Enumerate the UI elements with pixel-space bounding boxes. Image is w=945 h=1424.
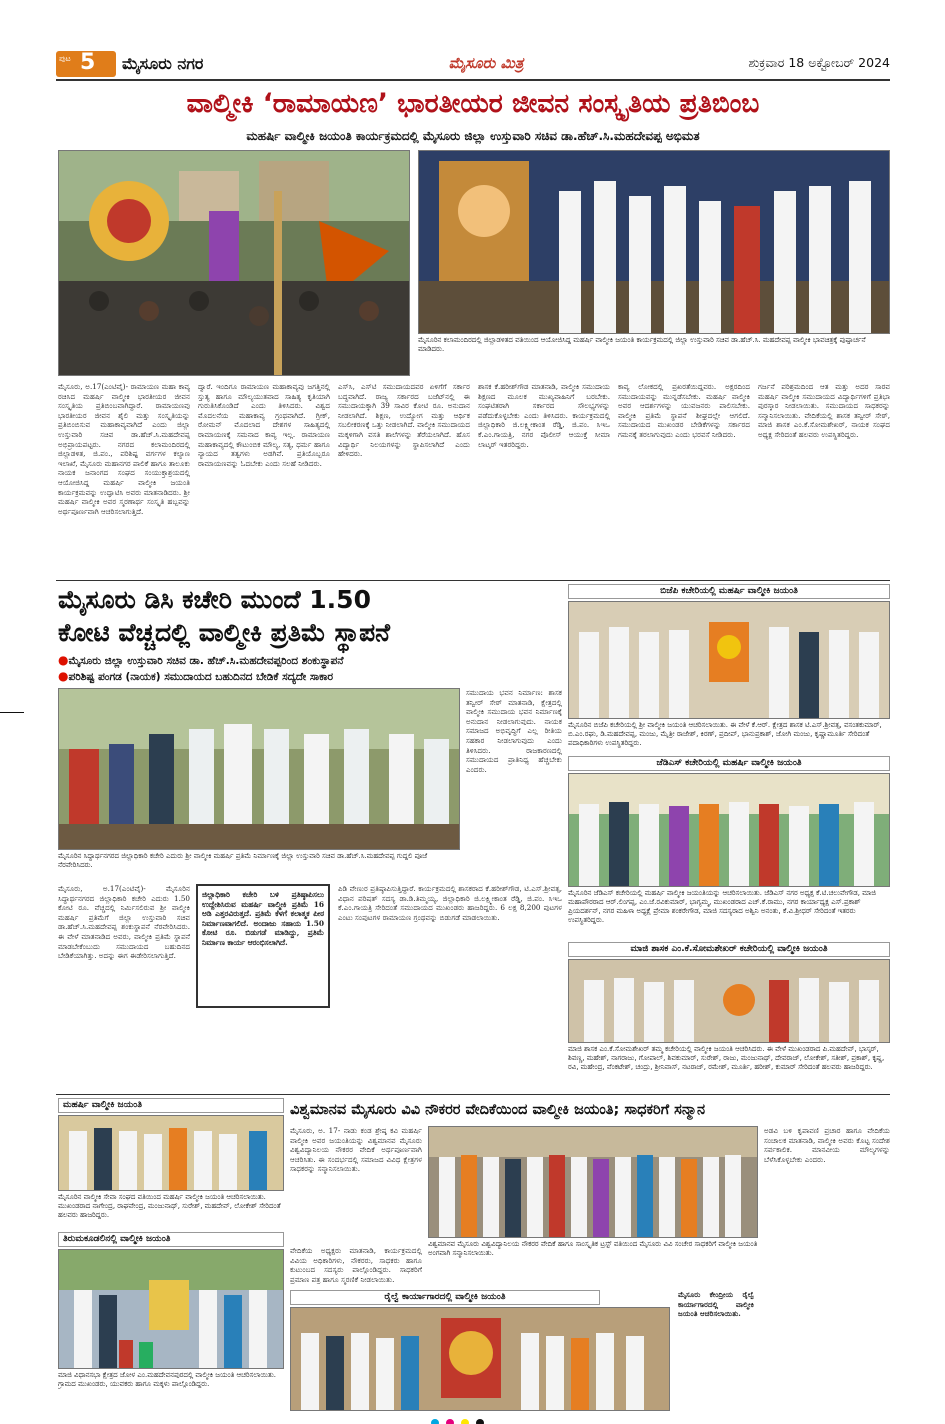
yellow-mark (461, 1419, 469, 1424)
statue-highlight-box (196, 884, 330, 1008)
masthead (56, 50, 890, 78)
bullet-icon: ● (58, 653, 69, 667)
yoga-box (58, 1098, 284, 1228)
statue-bullet-2 (58, 669, 562, 684)
lead-col-4: ಶಾಸಕ ಕೆ.ಹರೀಶ್‌ಗೌಡ ಮಾತನಾಡಿ, ವಾಲ್ಮೀಕಿ ಸಮುದಾಯ ಶಿಕ್ಷಣದ ಮೂಲಕ ಮುಖ್ಯವಾಹಿನಿಗೆ ಬರಬೇಕು. ಸಂಘಟಿತರಾಗಿ ಸರ್ಕಾರದ ಸೌಲಭ್ಯಗಳನ್ನು ಪಡೆದುಕೊಳ್ಳಬೇಕು ಎಂದು ತಿಳಿಸಿದರು. ಕಾರ್ಯಕ್ರಮದಲ್ಲಿ ಜಿಲ್ಲಾಧಿಕಾರಿ ಜಿ.ಲಕ್ಷ್ಮೀಕಾಂತ ರೆಡ್ಡಿ, ಜಿ.ಪಂ. ಸಿಇಒ ಕೆ.ಎಂ.ಗಾಯತ್ರಿ, ನಗರ ಪೊಲೀಸ್ ಆಯುಕ್ತೆ ಸೀಮಾ ಲಾಟ್ಕರ್ ಇತರರಿದ್ದರು. (478, 382, 610, 449)
yoga-box-title: ಮಹರ್ಷಿ ವಾಲ್ಮೀಕಿ ಜಯಂತಿ (58, 1098, 284, 1113)
statue-photo-caption: ಮೈಸೂರಿನ ಸಿದ್ಧಾರ್ಥನಗರದ ಜಿಲ್ಲಾಧಿಕಾರಿ ಕಚೇರಿ ಎದುರು ಶ್ರೀ ವಾಲ್ಮೀಕಿ ಮಹರ್ಷಿ ಪ್ರತಿಮೆ ನಿರ್ಮಾಣಕ್ಕೆ ಜಿಲ್ಲಾ ಉಸ್ತುವಾರಿ ಸಚಿವ ಡಾ.ಹೆಚ್.ಸಿ.ಮಹದೇವಪ್ಪ ಗುದ್ದಲಿ ಪೂಜೆ ನೆರವೇರಿಸಿದರು. (58, 852, 428, 869)
bjp-box (568, 584, 890, 752)
lower-rule (56, 1094, 890, 1095)
university-group-photo (428, 1126, 758, 1238)
somashekar-box-title: ಮಾಜಿ ಶಾಸಕ ಎಂ.ಕೆ.ಸೋಮಶೇಖರ್ ಕಚೇರಿಯಲ್ಲಿ ವಾಲ್ಮೀಕಿ ಜಯಂತಿ (568, 942, 890, 957)
tirumakudalu-box-title: ತಿರುಮಕೂಡಲಿನಲ್ಲಿ ವಾಲ್ಮೀಕಿ ಜಯಂತಿ (58, 1232, 284, 1247)
print-color-marks (430, 1412, 520, 1422)
statue-headline-2: ಕೋಟಿ ವೆಚ್ಚದಲ್ಲಿ ವಾಲ್ಮೀಕಿ ಪ್ರತಿಮೆ ಸ್ಥಾಪನೆ (58, 618, 390, 647)
railway-event-photo (290, 1307, 670, 1411)
jds-caption: ಮೈಸೂರಿನ ಜೆಡಿಎಸ್ ಕಚೇರಿಯಲ್ಲಿ ಮಹರ್ಷಿ ವಾಲ್ಮೀಕಿ ಜಯಂತಿಯನ್ನು ಆಚರಿಸಲಾಯಿತು. ಜೆಡಿಎಸ್ ನಗರ ಅಧ್ಯಕ್ಷ ಕೆ.ಟಿ.ಚಲುವೇಗೌಡ, ಮಾಜಿ ಮಹಾಪೌರರಾದ ಆರ್.ಲಿಂಗಪ್ಪ, ಎಂ.ಜೆ.ರವಿಕುಮಾರ್, ಭಾಗ್ಯಮ್ಮ, ಮುಖಂಡರಾದ ಎಚ್.ಕೆ.ರಾಮು, ನಗರ ಕಾರ್ಯಾಧ್ಯಕ್ಷ ಎಸ್.ಪ್ರಕಾಶ್ ಪ್ರಿಯದರ್ಶನ್, ನಗರ ಮಹಿಳಾ ಅಧ್ಯಕ್ಷೆ ಪ್ರೇಮಾ ಶಂಕರೇಗೌಡ, ಮಾಜಿ ಸದಸ್ಯರಾದ ಅಶ್ವಿನಿ ಅನಂತು, ಕೆ.ವಿ.ಶ್ರೀಧರ್ ಸೇರಿದಂತೆ ಇತರರು ಉಪಸ್ಥಿತರಿದ್ದರು. (568, 889, 876, 924)
lead-photo-caption: ಮೈಸೂರಿನ ಕಲಾಮಂದಿರದಲ್ಲಿ ಜಿಲ್ಲಾಡಳಿತದ ವತಿಯಿಂದ ಆಯೋಜಿಸಿದ್ದ ಮಹರ್ಷಿ ವಾಲ್ಮೀಕಿ ಜಯಂತಿ ಕಾರ್ಯಕ್ರಮದಲ್ಲಿ ಜಿಲ್ಲಾ ಉಸ್ತುವಾರಿ ಸಚಿವ ಡಾ.ಹೆಚ್.ಸಿ. ಮಹದೇವಪ್ಪ ವಾಲ್ಮೀಕಿ ಭಾವಚಿತ್ರಕ್ಕೆ ಪುಷ್ಪಾರ್ಚನೆ ಮಾಡಿದರು. (418, 336, 866, 353)
magenta-mark (446, 1419, 454, 1424)
somashekar-event-photo (568, 959, 890, 1043)
masthead-rule (56, 79, 890, 81)
university-col-1: ಮೈಸೂರು, ಅ. 17- ನಾಡು ಕಂಡ ಶ್ರೇಷ್ಠ ಕವಿ ಮಹರ್ಷಿ ವಾಲ್ಮೀಕಿ ಅವರ ಜಯಂತಿಯನ್ನು ವಿಶ್ವಮಾನವ ಮೈಸೂರು ವಿಶ್ವವಿದ್ಯಾನಿಲಯ ನೌಕರರ ವೇದಿಕೆ ಅರ್ಥಪೂರ್ಣವಾಗಿ ಆಚರಿಸಿತು. ಈ ಸಂದರ್ಭದಲ್ಲಿ ಸಮಾಜದ ವಿವಿಧ ಕ್ಷೇತ್ರಗಳ ಸಾಧಕರನ್ನು ಸನ್ಮಾನಿಸಲಾಯಿತು. (290, 1126, 422, 1174)
page-number: 5 (80, 50, 96, 75)
yoga-event-photo (58, 1115, 284, 1191)
tirumakudalu-box (58, 1232, 284, 1412)
railway-box (290, 1290, 758, 1412)
kalamandira-event-photo (418, 150, 890, 334)
bullet-icon: ● (58, 669, 69, 683)
cyan-mark (431, 1419, 439, 1424)
section-name: ಮೈಸೂರು ನಗರ (122, 54, 204, 73)
issue-date: ಶುಕ್ರವಾರ 18 ಅಕ್ಟೋಬರ್ 2024 (748, 55, 890, 70)
bjp-event-photo (568, 601, 890, 719)
lead-col-1: ಮೈಸೂರು, ಅ.17(ಎಂಟಿವೈ)- ರಾಮಾಯಣ ಮಹಾ ಕಾವ್ಯ ರಚಿಸಿದ ಮಹರ್ಷಿ ವಾಲ್ಮೀಕಿ ಭಾರತೀಯರ ಜೀವನ ಸಂಸ್ಕೃತಿಯ ಪ್ರತಿಬಿಂಬವಾಗಿದ್ದಾರೆ. ರಾಮಾಯಣವು ಭಾರತೀಯರ ಜೀವನ ಶೈಲಿ ಮತ್ತು ಸಂಸ್ಕೃತಿಯನ್ನು ಪ್ರತಿಬಿಂಬಿಸುವ ಮಹಾಕಾವ್ಯವಾಗಿದೆ ಎಂದು ಜಿಲ್ಲಾ ಉಸ್ತುವಾರಿ ಸಚಿವ ಡಾ.ಹೆಚ್.ಸಿ.ಮಹದೇವಪ್ಪ ಅಭಿಪ್ರಾಯಪಟ್ಟರು. ನಗರದ ಕಲಾಮಂದಿರದಲ್ಲಿ ಜಿಲ್ಲಾಡಳಿತ, ಜಿ.ಪಂ., ಪರಿಶಿಷ್ಟ ವರ್ಗಗಳ ಕಲ್ಯಾಣ ಇಲಾಖೆ, ಮೈಸೂರು ಮಹಾನಗರ ಪಾಲಿಕೆ ಹಾಗೂ ತಾಲೂಕು ನಾಯಕ ಜನಾಂಗದ ಸಂಘದ ಸಂಯುಕ್ತಾಶ್ರಯದಲ್ಲಿ ಆಯೋಜಿಸಿದ್ದ ಮಹರ್ಷಿ ವಾಲ್ಮೀಕಿ ಜಯಂತಿ ಕಾರ್ಯಕ್ರಮವನ್ನು ಉದ್ಘಾಟಿಸಿ ಅವರು ಮಾತನಾಡಿದರು. ಶ್ರೀ ಮಹರ್ಷಿ ವಾಲ್ಮೀಕಿ ಅವರ ಸ್ಮರಣಾರ್ಥ ಸಂಸ್ಕೃತಿ ಹಬ್ಬವನ್ನು ಅರ್ಥಪೂರ್ಣವಾಗಿ ಆಚರಿಸಲಾಗುತ್ತಿದೆ. (58, 382, 190, 516)
statue-bullet-1-text: ಮೈಸೂರು ಜಿಲ್ಲಾ ಉಸ್ತುವಾರಿ ಸಚಿವ ಡಾ. ಹೆಚ್.ಸಿ.ಮಹದೇವಪ್ಪರಿಂದ ಶಂಕುಸ್ಥಾಪನೆ (68, 655, 344, 667)
university-caption: ವಿಶ್ವಮಾನವ ಮೈಸೂರು ವಿಶ್ವವಿದ್ಯಾನಿಲಯ ನೌಕರರ ವೇದಿಕೆ ಹಾಗೂ ಸಾಂಸ್ಕೃತಿಕ ಟ್ರಸ್ಟ್ ವತಿಯಿಂದ ಮೈಸೂರು ವಿವಿ ಸಂಚೇರ ಸಾಧಕರಿಗೆ ವಾಲ್ಮೀಕಿ ಜಯಂತಿ ಅಂಗವಾಗಿ ಸನ್ಮಾನಿಸಲಾಯಿತು. (428, 1240, 758, 1257)
statue-foundation-photo (58, 688, 460, 850)
jds-event-photo (568, 773, 890, 887)
tirumakudalu-caption: ಮಾಜಿ ವಿಧಾನಸಭಾ ಕ್ಷೇತ್ರದ ಜೋಳ ಎಂ.ಮಹದೇವನಪುರದಲ್ಲಿ ವಾಲ್ಮೀಕಿ ಜಯಂತಿ ಆಚರಿಸಲಾಯಿತು. ಗ್ರಾಮದ ಮುಖಂಡರು, ಯುವಕರು ಹಾಗೂ ಮಕ್ಕಳು ಪಾಲ್ಗೊಂಡಿದ್ದರು. (58, 1371, 277, 1388)
bjp-caption: ಮೈಸೂರಿನ ಬಿಜೆಪಿ ಕಚೇರಿಯಲ್ಲಿ ಶ್ರೀ ವಾಲ್ಮೀಕಿ ಜಯಂತಿ ಆಚರಿಸಲಾಯಿತು. ಈ ವೇಳೆ ಕೆ.ಆರ್. ಕ್ಷೇತ್ರದ ಶಾಸಕ ಟಿ.ಎಸ್.ಶ್ರೀವತ್ಸ, ವಸಂತಕುಮಾರ್, ಬಿ.ಎಂ.ರಘು, ಡಿ.ಮಹದೇವಪ್ಪ, ಮಂಜು, ಮೈತ್ರೀ ರಾಜೇಶ್, ಕಿರಣ್, ಪ್ರದೀಪ್, ಭಾನುಪ್ರಕಾಶ್, ಜೋಗಿ ಮಂಜು, ಕೃಷ್ಣಾಮೂರ್ತಿ ಸೇರಿದಂತೆ ಪದಾಧಿಕಾರಿಗಳು ಉಪಸ್ಥಿತರಿದ್ದರು. (568, 721, 882, 747)
lead-bottom-rule (56, 580, 890, 581)
university-col-2: ವೇದಿಕೆಯ ಅಧ್ಯಕ್ಷರು ಮಾತನಾಡಿ, ಕಾರ್ಯಕ್ರಮದಲ್ಲಿ ವಿವಿಯ ಅಧಿಕಾರಿಗಳು, ನೌಕರರು, ಸಾಧಕರು ಹಾಗೂ ಕುಟುಂಬದ ಸದಸ್ಯರು ಪಾಲ್ಗೊಂಡಿದ್ದರು. ಸಾಧಕರಿಗೆ ಪ್ರಮಾಣ ಪತ್ರ ಹಾಗೂ ಸ್ಮರಣಿಕೆ ನೀಡಲಾಯಿತು. (290, 1246, 422, 1284)
lead-col-2: ದ್ವಾರೆ. ಇಂದಿಗೂ ರಾಮಾಯಣ ಮಹಾಕಾವ್ಯವು ಜಗತ್ತಿನಲ್ಲಿ ಸ್ತುತ್ಯ ಹಾಗೂ ಮೌಲ್ಯಯುತವಾದ ಸಾಹಿತ್ಯ ಕೃತಿಯಾಗಿ ಗುರುತಿಸಿಕೊಂಡಿದೆ ಎಂದು ತಿಳಿಸಿದರು. ವಿಶ್ವದ ಮೊದಲನೆಯ ಮಹಾಕಾವ್ಯ ಗ್ರಂಥವಾಗಿದೆ. ಗ್ರೀಕ್, ರೋಮನ್ ಮೊದಲಾದ ದೇಶಗಳ ಸಾಹಿತ್ಯದಲ್ಲಿ ರಾಮಾಯಣಕ್ಕೆ ಸಮನಾದ ಕಾವ್ಯ ಇಲ್ಲ. ರಾಮಾಯಣ ಮಹಾಕಾವ್ಯದಲ್ಲಿ ಕೌಟುಂಬಿಕ ಮೌಲ್ಯ, ಸತ್ಯ, ಧರ್ಮ ಹಾಗೂ ನ್ಯಾಯದ ತತ್ವಗಳು ಅಡಗಿವೆ. ಪ್ರತಿಯೊಬ್ಬರೂ ರಾಮಾಯಣವನ್ನು ಓದಬೇಕು ಎಂದು ಸಲಹೆ ನೀಡಿದರು. (198, 382, 330, 468)
yoga-caption: ಮೈಸೂರಿನ ವಾಲ್ಮೀಕಿ ಸೇವಾ ಸಂಘದ ವತಿಯಿಂದ ಮಹರ್ಷಿ ವಾಲ್ಮೀಕಿ ಜಯಂತಿ ಆಚರಿಸಲಾಯಿತು. ಮುಖಂಡರಾದ ನಾಗೇಂದ್ರ, ರಾಘವೇಂದ್ರ, ಮಂಜುನಾಥ್, ಸುರೇಶ್, ಮಹದೇವ್, ಲೋಕೇಶ್ ಸೇರಿದಂತೆ ಹಲವರು ಹಾಜರಿದ್ದರು. (58, 1193, 281, 1219)
paper-name: ಮೈಸೂರು ಮಿತ್ರ (448, 54, 524, 72)
lead-col-5: ಕಾವ್ಯ ಲೋಕದಲ್ಲಿ ಪ್ರಖರತೆಯಿದ್ದವರು. ಅಕ್ಷರದಿಂದ ಸಮುದಾಯವನ್ನು ಮುನ್ನಡೆಸಬೇಕು. ಮಹರ್ಷಿ ವಾಲ್ಮೀಕಿ ಅವರ ಆದರ್ಶಗಳನ್ನು ಯುವಜನರು ಪಾಲಿಸಬೇಕು. ವಾಲ್ಮೀಕಿ ಪ್ರತಿಮೆ ಸ್ಥಾಪನೆ ಶೀಘ್ರದಲ್ಲೇ ಆಗಲಿದೆ. ಸಮುದಾಯದ ಮುಖಂಡರ ಬೇಡಿಕೆಗಳನ್ನು ಸರ್ಕಾರದ ಗಮನಕ್ಕೆ ತರಲಾಗುವುದು ಎಂದು ಭರವಸೆ ನೀಡಿದರು. (618, 382, 750, 439)
margin-tick (0, 712, 24, 713)
railway-box-title: ರೈಲ್ವೆ ಕಾರ್ಯಾಗಾರದಲ್ಲಿ ವಾಲ್ಮೀಕಿ ಜಯಂತಿ (290, 1290, 600, 1305)
lead-headline: ವಾಲ್ಮೀಕಿ ‘ರಾಮಾಯಣ’ ಭಾರತೀಯರ ಜೀವನ ಸಂಸ್ಕೃತಿಯ ಪ್ರತಿಬಿಂಬ (186, 88, 760, 119)
statue-side-text: ಸಮುದಾಯ ಭವನ ನಿರ್ಮಾಣ: ಶಾಸಕ ತನ್ವೀರ್ ಸೇಠ್ ಮಾತನಾಡಿ, ಕ್ಷೇತ್ರದಲ್ಲಿ ವಾಲ್ಮೀಕಿ ಸಮುದಾಯ ಭವನ ನಿರ್ಮಾಣಕ್ಕೆ ಅನುದಾನ ನೀಡಲಾಗುವುದು. ನಾಯಕ ಸಮಾಜದ ಅಭಿವೃದ್ಧಿಗೆ ಎಲ್ಲ ರೀತಿಯ ಸಹಕಾರ ನೀಡಲಾಗುವುದು ಎಂದು ತಿಳಿಸಿದರು. ರಾಜಕಾರಣದಲ್ಲಿ ಸಮುದಾಯದ ಪ್ರಾತಿನಿಧ್ಯ ಹೆಚ್ಚಬೇಕು ಎಂದರು. (466, 688, 562, 774)
somashekar-box (568, 942, 890, 1092)
lead-subhead: ಮಹರ್ಷಿ ವಾಲ್ಮೀಕಿ ಜಯಂತಿ ಕಾರ್ಯಕ್ರಮದಲ್ಲಿ ಮೈಸೂರು ಜಿಲ್ಲಾ ಉಸ್ತುವಾರಿ ಸಚಿವ ಡಾ.ಹೆಚ್.ಸಿ.ಮಹದೇವಪ್ಪ ಅಭಿಮತ (246, 129, 700, 143)
statue-highlight-text: ಜಿಲ್ಲಾಧಿಕಾರಿ ಕಚೇರಿ ಬಳಿ ಪ್ರತಿಷ್ಠಾಪಿಸಲು ಉದ್ದೇಶಿಸಿರುವ ಮಹರ್ಷಿ ವಾಲ್ಮೀಕಿ ಪ್ರತಿಮೆ 16 ಅಡಿ ಎತ್ತರವಿರುತ್ತದೆ. ಪ್ರತಿಮೆ ಕೆಳಗೆ ಕಲಾತ್ಮಕ ಪೀಠ ನಿರ್ಮಾಣವಾಗಲಿದೆ. ಅಂದಾಜು ಸಹಾಯ 1.50 ಕೋಟಿ ರೂ. ಬಿಡುಗಡೆ ಮಾಡಿದ್ದು, ಪ್ರತಿಮೆ ನಿರ್ಮಾಣ ಕಾರ್ಯ ಆರಂಭಿಸಲಾಗಿದೆ. (202, 890, 324, 947)
railway-side-text: ಮೈಸೂರು ಕೇಂದ್ರೀಯ ರೈಲ್ವೆ ಕಾರ್ಯಾಗಾರದಲ್ಲಿ ವಾಲ್ಮೀಕಿ ಜಯಂತಿ ಆಚರಿಸಲಾಯಿತು. (678, 1290, 754, 1319)
statue-bullet-2-text: ಪರಿಶಿಷ್ಟ ಪಂಗಡ (ನಾಯಕ) ಸಮುದಾಯದ ಬಹುದಿನದ ಬೇಡಿಕೆ ಸದ್ಯದೇ ಸಾಕಾರ (68, 671, 334, 683)
jds-box-title: ಜೆಡಿಎಸ್ ಕಚೇರಿಯಲ್ಲಿ ಮಹರ್ಷಿ ವಾಲ್ಮೀಕಿ ಜಯಂತಿ (568, 756, 890, 771)
statue-headline-1: ಮೈಸೂರು ಡಿಸಿ ಕಚೇರಿ ಮುಂದೆ 1.50 (58, 585, 371, 614)
jds-box (568, 756, 890, 938)
page-number-badge (56, 51, 116, 77)
statue-col-1: ಮೈಸೂರು, ಅ.17(ಎಂಟಿವೈ)- ಮೈಸೂರಿನ ಸಿದ್ಧಾರ್ಥನಗರದ ಜಿಲ್ಲಾಧಿಕಾರಿ ಕಚೇರಿ ಎದುರು 1.50 ಕೋಟಿ ರೂ. ವೆಚ್ಚದಲ್ಲಿ ನಿರ್ಮಿಸಲಿರುವ ಶ್ರೀ ವಾಲ್ಮೀಕಿ ಮಹರ್ಷಿ ಪ್ರತಿಮೆಗೆ ಜಿಲ್ಲಾ ಉಸ್ತುವಾರಿ ಸಚಿವ ಡಾ.ಹೆಚ್.ಸಿ.ಮಹದೇವಪ್ಪ ಶಂಕುಸ್ಥಾಪನೆ ನೆರವೇರಿಸಿದರು. ಈ ವೇಳೆ ಮಾತನಾಡಿದ ಅವರು, ವಾಲ್ಮೀಕಿ ಪ್ರತಿಮೆ ಸ್ಥಾಪನೆ ಮಾಡಬೇಕೆಂಬುದು ಸಮುದಾಯದ ಬಹುದಿನದ ಬೇಡಿಕೆಯಾಗಿತ್ತು. ಅದನ್ನು ಈಗ ಈಡೇರಿಸಲಾಗುತ್ತಿದೆ. (58, 884, 190, 961)
statue-bullet-1 (58, 653, 562, 668)
lead-col-6: ಗರ್ಜನೆ ಪರಿಶ್ರಮದಿಂದ ಆತ ಮತ್ತು ಅದರ ಸಾರವ ಮಹರ್ಷಿ ವಾಲ್ಮೀಕಿ ಸಮುದಾಯದ ವಿದ್ಯಾರ್ಥಿಗಳಿಗೆ ಪ್ರತಿಭಾ ಪುರಸ್ಕಾರ ನೀಡಲಾಯಿತು. ಸಮುದಾಯದ ಸಾಧಕರನ್ನು ಸನ್ಮಾನಿಸಲಾಯಿತು. ವೇದಿಕೆಯಲ್ಲಿ ಶಾಸಕ ತನ್ವೀರ್ ಸೇಠ್, ಮಾಜಿ ಶಾಸಕ ಎಂ.ಕೆ.ಸೋಮಶೇಖರ್, ನಾಯಕ ಸಂಘದ ಅಧ್ಯಕ್ಷ ಸೇರಿದಂತೆ ಹಲವರು ಉಪಸ್ಥಿತರಿದ್ದರು. (758, 382, 890, 439)
procession-photo (58, 150, 410, 376)
university-col-3: ಅಡವಿ ಬಳಿ ಕೃಪಾವಣಿ ಪ್ರಚಾರ ಹಾಗೂ ವೇದಿಕೆಯ ಸಂಚಾಲಕ ಮಾತನಾಡಿ, ವಾಲ್ಮೀಕಿ ಅವರು ಕೊಟ್ಟ ಸಂದೇಶ ಸರ್ವಕಾಲಿಕ. ಮಾನವೀಯ ಮೌಲ್ಯಗಳನ್ನು ಬೆಳೆಸಿಕೊಳ್ಳಬೇಕು ಎಂದರು. (764, 1126, 890, 1164)
lead-col-3: ಎಸ್‌ಸಿ, ಎಸ್‌ಟಿ ಸಮುದಾಯದವರ ಏಳಿಗೆಗೆ ಸರ್ಕಾರ ಬದ್ಧವಾಗಿದೆ. ರಾಜ್ಯ ಸರ್ಕಾರದ ಬಜೆಟ್‌ನಲ್ಲಿ ಈ ಸಮುದಾಯಕ್ಕಾಗಿ 39 ಸಾವಿರ ಕೋಟಿ ರೂ. ಅನುದಾನ ನೀಡಲಾಗಿದೆ. ಶಿಕ್ಷಣ, ಉದ್ಯೋಗ ಮತ್ತು ಆರ್ಥಿಕ ಸಬಲೀಕರಣಕ್ಕೆ ಒತ್ತು ನೀಡಲಾಗಿದೆ. ವಾಲ್ಮೀಕಿ ಸಮುದಾಯದ ಮಕ್ಕಳಿಗಾಗಿ ವಸತಿ ಶಾಲೆಗಳನ್ನು ತೆರೆಯಲಾಗಿದೆ. ಹೊಸ ವಿದ್ಯಾರ್ಥಿ ನಿಲಯಗಳನ್ನು ಸ್ಥಾಪಿಸಲಾಗಿದೆ ಎಂದು ಹೇಳಿದರು. (338, 382, 470, 459)
bjp-box-title: ಬಿಜೆಪಿ ಕಚೇರಿಯಲ್ಲಿ ಮಹರ್ಷಿ ವಾಲ್ಮೀಕಿ ಜಯಂತಿ (568, 584, 890, 599)
university-headline: ವಿಶ್ವಮಾನವ ಮೈಸೂರು ವಿವಿ ನೌಕರರ ವೇದಿಕೆಯಿಂದ ವಾಲ್ಮೀಕಿ ಜಯಂತಿ; ಸಾಧಕರಿಗೆ ಸನ್ಮಾನ (290, 1102, 706, 1118)
somashekar-caption: ಮಾಜಿ ಶಾಸಕ ಎಂ.ಕೆ.ಸೋಮಶೇಖರ್ ತಮ್ಮ ಕಚೇರಿಯಲ್ಲಿ ವಾಲ್ಮೀಕಿ ಜಯಂತಿ ಆಚರಿಸಿದರು. ಈ ವೇಳೆ ಮುಖಂಡರಾದ ಪಿ.ಮಹದೇವ್, ಭಾಸ್ಕರ್, ಶಿವಣ್ಣ, ಮಹೇಶ್, ನಾಗರಾಜು, ಗೋಪಾಲ್, ಶಿವಕುಮಾರ್, ಸುರೇಶ್, ರಾಜು, ಮಂಜುನಾಥ್, ದೇವರಾಜ್, ಲೋಕೇಶ್, ಸತೀಶ್, ಪ್ರಕಾಶ್, ಕೃಷ್ಣ, ರವಿ, ಮಹೇಂದ್ರ, ವೆಂಕಟೇಶ್, ಚಂದ್ರು, ಶ್ರೀನಿವಾಸ್, ನಟರಾಜ್, ರಮೇಶ್, ಮೂರ್ತಿ, ಹರೀಶ್, ಕುಮಾರ್ ಸೇರಿದಂತೆ ಹಲವರು ಹಾಜರಿದ್ದರು. (568, 1045, 885, 1071)
statue-col-3: ಪಿಡಿ ವೇಣುರ ಪ್ರತಿಷ್ಠಾಪಿಸುತ್ತಿದ್ದಾರೆ. ಕಾರ್ಯಕ್ರಮದಲ್ಲಿ ಶಾಸಕರಾದ ಕೆ.ಹರೀಶ್‌ಗೌಡ, ಟಿ.ಎಸ್.ಶ್ರೀವತ್ಸ, ವಿಧಾನ ಪರಿಷತ್ ಸದಸ್ಯ ಡಾ.ಡಿ.ತಿಮ್ಮಯ್ಯ, ಜಿಲ್ಲಾಧಿಕಾರಿ ಜಿ.ಲಕ್ಷ್ಮೀಕಾಂತ ರೆಡ್ಡಿ, ಜಿ.ಪಂ. ಸಿಇಒ ಕೆ.ಎಂ.ಗಾಯತ್ರಿ ಸೇರಿದಂತೆ ಸಮುದಾಯದ ಮುಖಂಡರು ಹಾಜರಿದ್ದರು. 6 ಲಕ್ಷ 8,200 ಪುಟಗಳ ಎಂಟು ಸಂಪುಟಗಳ ರಾಮಾಯಣ ಗ್ರಂಥವನ್ನು ಬಿಡುಗಡೆ ಮಾಡಲಾಯಿತು. (338, 884, 562, 922)
black-mark (476, 1419, 484, 1424)
tirumakudalu-photo (58, 1249, 284, 1369)
page-label: ಪುಟ (59, 54, 71, 63)
